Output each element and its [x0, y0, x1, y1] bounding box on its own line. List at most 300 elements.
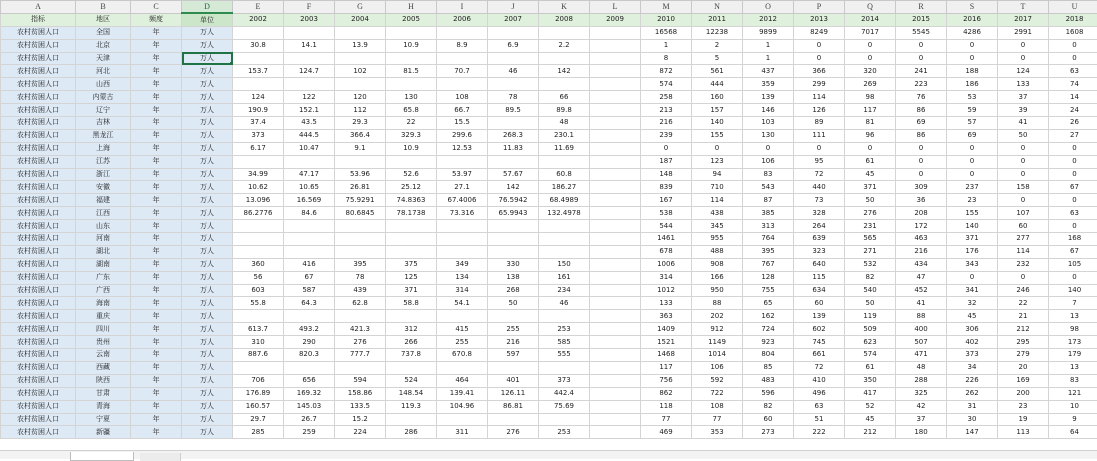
value-cell[interactable]: 21: [998, 310, 1049, 323]
header-cell[interactable]: 地区: [76, 13, 131, 26]
label-cell[interactable]: 北京: [76, 39, 131, 52]
value-cell[interactable]: 55.8: [233, 297, 284, 310]
value-cell[interactable]: [335, 245, 386, 258]
value-cell[interactable]: 176.89: [233, 387, 284, 400]
value-cell[interactable]: [437, 245, 488, 258]
column-header-q[interactable]: Q: [845, 1, 896, 14]
value-cell[interactable]: 290: [284, 336, 335, 349]
value-cell[interactable]: [590, 323, 641, 336]
label-cell[interactable]: 安徽: [76, 181, 131, 194]
column-header-e[interactable]: E: [233, 1, 284, 14]
value-cell[interactable]: [386, 310, 437, 323]
value-cell[interactable]: [488, 78, 539, 91]
value-cell[interactable]: 213: [641, 104, 692, 117]
value-cell[interactable]: 756: [641, 374, 692, 387]
value-cell[interactable]: 269: [845, 78, 896, 91]
column-header-a[interactable]: A: [1, 1, 76, 14]
value-cell[interactable]: 0: [1049, 52, 1097, 65]
value-cell[interactable]: 439: [335, 284, 386, 297]
value-cell[interactable]: 444: [692, 78, 743, 91]
value-cell[interactable]: 777.7: [335, 349, 386, 362]
value-cell[interactable]: [284, 310, 335, 323]
label-cell[interactable]: 农村贫困人口: [1, 78, 76, 91]
value-cell[interactable]: 222: [794, 426, 845, 439]
value-cell[interactable]: 0: [794, 39, 845, 52]
value-cell[interactable]: 955: [692, 233, 743, 246]
label-cell[interactable]: 年: [131, 104, 182, 117]
value-cell[interactable]: 434: [896, 258, 947, 271]
value-cell[interactable]: 67.4006: [437, 194, 488, 207]
value-cell[interactable]: 106: [743, 155, 794, 168]
value-cell[interactable]: [335, 233, 386, 246]
value-cell[interactable]: 544: [641, 220, 692, 233]
value-cell[interactable]: 540: [845, 284, 896, 297]
value-cell[interactable]: 19: [998, 413, 1049, 426]
value-cell[interactable]: 86.81: [488, 400, 539, 413]
label-cell[interactable]: 万人: [182, 142, 233, 155]
value-cell[interactable]: 268.3: [488, 129, 539, 142]
value-cell[interactable]: [335, 220, 386, 233]
value-cell[interactable]: 82: [845, 271, 896, 284]
value-cell[interactable]: 602: [794, 323, 845, 336]
value-cell[interactable]: 86: [896, 104, 947, 117]
value-cell[interactable]: 60: [743, 413, 794, 426]
value-cell[interactable]: 50: [998, 129, 1049, 142]
value-cell[interactable]: 157: [692, 104, 743, 117]
header-cell[interactable]: 2008: [539, 13, 590, 26]
value-cell[interactable]: 78.1738: [386, 207, 437, 220]
label-cell[interactable]: 年: [131, 387, 182, 400]
value-cell[interactable]: 311: [437, 426, 488, 439]
value-cell[interactable]: 52: [845, 400, 896, 413]
value-cell[interactable]: 36: [896, 194, 947, 207]
value-cell[interactable]: [284, 52, 335, 65]
value-cell[interactable]: 755: [743, 284, 794, 297]
label-cell[interactable]: 万人: [182, 233, 233, 246]
value-cell[interactable]: 117: [641, 361, 692, 374]
value-cell[interactable]: 69: [896, 117, 947, 130]
value-cell[interactable]: [590, 245, 641, 258]
value-cell[interactable]: [284, 361, 335, 374]
column-header-u[interactable]: U: [1049, 1, 1097, 14]
value-cell[interactable]: [590, 413, 641, 426]
value-cell[interactable]: 30.8: [233, 39, 284, 52]
value-cell[interactable]: [539, 233, 590, 246]
value-cell[interactable]: 64: [1049, 426, 1097, 439]
value-cell[interactable]: 29.3: [335, 117, 386, 130]
value-cell[interactable]: 70.7: [437, 65, 488, 78]
value-cell[interactable]: 81: [845, 117, 896, 130]
label-cell[interactable]: 湖南: [76, 258, 131, 271]
value-cell[interactable]: 385: [743, 207, 794, 220]
label-cell[interactable]: 农村贫困人口: [1, 374, 76, 387]
value-cell[interactable]: 65.9943: [488, 207, 539, 220]
label-cell[interactable]: 农村贫困人口: [1, 297, 76, 310]
value-cell[interactable]: 34: [947, 361, 998, 374]
value-cell[interactable]: 0: [641, 142, 692, 155]
value-cell[interactable]: 0: [947, 142, 998, 155]
value-cell[interactable]: 111: [794, 129, 845, 142]
value-cell[interactable]: 126.11: [488, 387, 539, 400]
label-cell[interactable]: 年: [131, 220, 182, 233]
value-cell[interactable]: 180: [896, 426, 947, 439]
value-cell[interactable]: [386, 220, 437, 233]
value-cell[interactable]: 0: [692, 142, 743, 155]
value-cell[interactable]: 119: [845, 310, 896, 323]
value-cell[interactable]: 574: [641, 78, 692, 91]
value-cell[interactable]: 190.9: [233, 104, 284, 117]
value-cell[interactable]: [437, 413, 488, 426]
value-cell[interactable]: 1014: [692, 349, 743, 362]
value-cell[interactable]: 145.03: [284, 400, 335, 413]
value-cell[interactable]: 124.7: [284, 65, 335, 78]
value-cell[interactable]: 360: [233, 258, 284, 271]
value-cell[interactable]: 212: [998, 323, 1049, 336]
value-cell[interactable]: [233, 155, 284, 168]
value-cell[interactable]: [233, 220, 284, 233]
value-cell[interactable]: 1409: [641, 323, 692, 336]
value-cell[interactable]: [284, 78, 335, 91]
value-cell[interactable]: 188: [947, 65, 998, 78]
value-cell[interactable]: 51: [794, 413, 845, 426]
value-cell[interactable]: [335, 155, 386, 168]
label-cell[interactable]: 万人: [182, 39, 233, 52]
label-cell[interactable]: 万人: [182, 284, 233, 297]
value-cell[interactable]: [233, 26, 284, 39]
value-cell[interactable]: 325: [896, 387, 947, 400]
label-cell[interactable]: 上海: [76, 142, 131, 155]
header-cell[interactable]: 单位: [182, 13, 233, 26]
value-cell[interactable]: 68.4989: [539, 194, 590, 207]
label-cell[interactable]: 年: [131, 155, 182, 168]
label-cell[interactable]: 农村贫困人口: [1, 181, 76, 194]
value-cell[interactable]: [590, 400, 641, 413]
value-cell[interactable]: 139: [794, 310, 845, 323]
label-cell[interactable]: 新疆: [76, 426, 131, 439]
value-cell[interactable]: 114: [794, 91, 845, 104]
label-cell[interactable]: 吉林: [76, 117, 131, 130]
value-cell[interactable]: 310: [233, 336, 284, 349]
value-cell[interactable]: 216: [641, 117, 692, 130]
value-cell[interactable]: 509: [845, 323, 896, 336]
value-cell[interactable]: 239: [641, 129, 692, 142]
value-cell[interactable]: 160: [692, 91, 743, 104]
header-cell[interactable]: 2010: [641, 13, 692, 26]
label-cell[interactable]: 万人: [182, 220, 233, 233]
value-cell[interactable]: 224: [335, 426, 386, 439]
value-cell[interactable]: 341: [947, 284, 998, 297]
value-cell[interactable]: 77: [641, 413, 692, 426]
value-cell[interactable]: 400: [896, 323, 947, 336]
value-cell[interactable]: 9.1: [335, 142, 386, 155]
value-cell[interactable]: 623: [845, 336, 896, 349]
value-cell[interactable]: 29.7: [233, 413, 284, 426]
value-cell[interactable]: 128: [743, 271, 794, 284]
label-cell[interactable]: 万人: [182, 65, 233, 78]
value-cell[interactable]: 401: [488, 374, 539, 387]
value-cell[interactable]: 161: [539, 271, 590, 284]
value-cell[interactable]: 27.1: [437, 181, 488, 194]
value-cell[interactable]: 142: [488, 181, 539, 194]
value-cell[interactable]: [386, 52, 437, 65]
value-cell[interactable]: 186: [947, 78, 998, 91]
value-cell[interactable]: 639: [794, 233, 845, 246]
value-cell[interactable]: [488, 220, 539, 233]
value-cell[interactable]: 155: [692, 129, 743, 142]
label-cell[interactable]: 宁夏: [76, 413, 131, 426]
label-cell[interactable]: 年: [131, 52, 182, 65]
label-cell[interactable]: 万人: [182, 129, 233, 142]
value-cell[interactable]: [233, 233, 284, 246]
value-cell[interactable]: [437, 78, 488, 91]
label-cell[interactable]: 年: [131, 233, 182, 246]
value-cell[interactable]: 37: [896, 413, 947, 426]
value-cell[interactable]: 634: [794, 284, 845, 297]
header-cell[interactable]: 2018: [1049, 13, 1097, 26]
value-cell[interactable]: 16568: [641, 26, 692, 39]
label-cell[interactable]: 万人: [182, 91, 233, 104]
header-cell[interactable]: 2015: [896, 13, 947, 26]
label-cell[interactable]: 农村贫困人口: [1, 142, 76, 155]
header-cell[interactable]: 2013: [794, 13, 845, 26]
value-cell[interactable]: 26.81: [335, 181, 386, 194]
value-cell[interactable]: 0: [947, 155, 998, 168]
value-cell[interactable]: 155: [947, 207, 998, 220]
value-cell[interactable]: 76.5942: [488, 194, 539, 207]
value-cell[interactable]: 538: [641, 207, 692, 220]
value-cell[interactable]: 596: [743, 387, 794, 400]
value-cell[interactable]: 0: [845, 142, 896, 155]
value-cell[interactable]: 108: [437, 91, 488, 104]
value-cell[interactable]: 61: [845, 155, 896, 168]
value-cell[interactable]: 30: [947, 413, 998, 426]
value-cell[interactable]: 0: [896, 142, 947, 155]
value-cell[interactable]: 37: [998, 91, 1049, 104]
value-cell[interactable]: 169.32: [284, 387, 335, 400]
label-cell[interactable]: 甘肃: [76, 387, 131, 400]
value-cell[interactable]: [233, 78, 284, 91]
value-cell[interactable]: [233, 310, 284, 323]
value-cell[interactable]: 314: [641, 271, 692, 284]
value-cell[interactable]: 950: [692, 284, 743, 297]
value-cell[interactable]: 56: [233, 271, 284, 284]
value-cell[interactable]: 276: [335, 336, 386, 349]
value-cell[interactable]: [488, 233, 539, 246]
value-cell[interactable]: 0: [743, 142, 794, 155]
value-cell[interactable]: 706: [233, 374, 284, 387]
value-cell[interactable]: [437, 52, 488, 65]
value-cell[interactable]: 10.47: [284, 142, 335, 155]
value-cell[interactable]: [539, 220, 590, 233]
value-cell[interactable]: 288: [896, 374, 947, 387]
label-cell[interactable]: 广西: [76, 284, 131, 297]
value-cell[interactable]: 69: [947, 129, 998, 142]
column-header-b[interactable]: B: [76, 1, 131, 14]
value-cell[interactable]: 312: [386, 323, 437, 336]
value-cell[interactable]: [488, 361, 539, 374]
column-header-d[interactable]: D: [182, 1, 233, 14]
value-cell[interactable]: 0: [1049, 168, 1097, 181]
value-cell[interactable]: 65: [743, 297, 794, 310]
value-cell[interactable]: [233, 245, 284, 258]
header-cell[interactable]: 2005: [386, 13, 437, 26]
value-cell[interactable]: 286: [386, 426, 437, 439]
value-cell[interactable]: [539, 155, 590, 168]
value-cell[interactable]: 25.12: [386, 181, 437, 194]
label-cell[interactable]: 农村贫困人口: [1, 104, 76, 117]
value-cell[interactable]: 872: [641, 65, 692, 78]
value-cell[interactable]: 176: [947, 245, 998, 258]
value-cell[interactable]: 255: [488, 323, 539, 336]
value-cell[interactable]: 1: [641, 39, 692, 52]
value-cell[interactable]: 373: [947, 349, 998, 362]
value-cell[interactable]: 158.86: [335, 387, 386, 400]
column-header-t[interactable]: T: [998, 1, 1049, 14]
label-cell[interactable]: 万人: [182, 181, 233, 194]
value-cell[interactable]: 200: [998, 387, 1049, 400]
value-cell[interactable]: [437, 155, 488, 168]
value-cell[interactable]: 148.54: [386, 387, 437, 400]
label-cell[interactable]: 农村贫困人口: [1, 52, 76, 65]
value-cell[interactable]: 130: [386, 91, 437, 104]
label-cell[interactable]: 农村贫困人口: [1, 310, 76, 323]
value-cell[interactable]: 67: [284, 271, 335, 284]
value-cell[interactable]: 112: [335, 104, 386, 117]
value-cell[interactable]: [539, 413, 590, 426]
label-cell[interactable]: 年: [131, 413, 182, 426]
value-cell[interactable]: 442.4: [539, 387, 590, 400]
label-cell[interactable]: 农村贫困人口: [1, 168, 76, 181]
value-cell[interactable]: 179: [1049, 349, 1097, 362]
value-cell[interactable]: 87: [743, 194, 794, 207]
value-cell[interactable]: [284, 155, 335, 168]
label-cell[interactable]: 山西: [76, 78, 131, 91]
value-cell[interactable]: 11.83: [488, 142, 539, 155]
value-cell[interactable]: 493.2: [284, 323, 335, 336]
value-cell[interactable]: 15.2: [335, 413, 386, 426]
value-cell[interactable]: 115: [794, 271, 845, 284]
value-cell[interactable]: 6.9: [488, 39, 539, 52]
value-cell[interactable]: [284, 26, 335, 39]
value-cell[interactable]: 64.3: [284, 297, 335, 310]
value-cell[interactable]: 118: [641, 400, 692, 413]
value-cell[interactable]: 76: [896, 91, 947, 104]
label-cell[interactable]: 年: [131, 78, 182, 91]
value-cell[interactable]: 8249: [794, 26, 845, 39]
value-cell[interactable]: 75.9291: [335, 194, 386, 207]
value-cell[interactable]: 114: [692, 194, 743, 207]
value-cell[interactable]: 86: [896, 129, 947, 142]
value-cell[interactable]: 1521: [641, 336, 692, 349]
label-cell[interactable]: 全国: [76, 26, 131, 39]
value-cell[interactable]: 77: [692, 413, 743, 426]
value-cell[interactable]: 98: [1049, 323, 1097, 336]
label-cell[interactable]: 万人: [182, 374, 233, 387]
value-cell[interactable]: 1012: [641, 284, 692, 297]
value-cell[interactable]: 295: [998, 336, 1049, 349]
value-cell[interactable]: 124: [233, 91, 284, 104]
value-cell[interactable]: 47: [896, 271, 947, 284]
header-cell[interactable]: 2007: [488, 13, 539, 26]
label-cell[interactable]: 农村贫困人口: [1, 245, 76, 258]
label-cell[interactable]: 农村贫困人口: [1, 117, 76, 130]
value-cell[interactable]: 241: [896, 65, 947, 78]
value-cell[interactable]: 276: [845, 207, 896, 220]
value-cell[interactable]: [284, 245, 335, 258]
value-cell[interactable]: 366.4: [335, 129, 386, 142]
value-cell[interactable]: 724: [743, 323, 794, 336]
label-cell[interactable]: 农村贫困人口: [1, 323, 76, 336]
value-cell[interactable]: 767: [743, 258, 794, 271]
value-cell[interactable]: 85: [743, 361, 794, 374]
value-cell[interactable]: 65.8: [386, 104, 437, 117]
value-cell[interactable]: 923: [743, 336, 794, 349]
value-cell[interactable]: 0: [998, 52, 1049, 65]
header-cell[interactable]: 2012: [743, 13, 794, 26]
value-cell[interactable]: 50: [488, 297, 539, 310]
value-cell[interactable]: 140: [692, 117, 743, 130]
value-cell[interactable]: [590, 91, 641, 104]
column-header-p[interactable]: P: [794, 1, 845, 14]
value-cell[interactable]: 67: [1049, 245, 1097, 258]
value-cell[interactable]: 13: [1049, 361, 1097, 374]
label-cell[interactable]: 年: [131, 271, 182, 284]
value-cell[interactable]: 83: [743, 168, 794, 181]
value-cell[interactable]: 153.7: [233, 65, 284, 78]
value-cell[interactable]: 0: [947, 52, 998, 65]
value-cell[interactable]: 488: [692, 245, 743, 258]
value-cell[interactable]: [539, 245, 590, 258]
value-cell[interactable]: 43.5: [284, 117, 335, 130]
value-cell[interactable]: 10.9: [386, 142, 437, 155]
value-cell[interactable]: [386, 245, 437, 258]
value-cell[interactable]: 1608: [1049, 26, 1097, 39]
value-cell[interactable]: 273: [743, 426, 794, 439]
value-cell[interactable]: 285: [233, 426, 284, 439]
sheet-tab[interactable]: [140, 453, 181, 461]
label-cell[interactable]: 年: [131, 310, 182, 323]
value-cell[interactable]: 9899: [743, 26, 794, 39]
value-cell[interactable]: 53: [947, 91, 998, 104]
value-cell[interactable]: 114: [998, 245, 1049, 258]
label-cell[interactable]: 年: [131, 181, 182, 194]
value-cell[interactable]: 12.53: [437, 142, 488, 155]
value-cell[interactable]: 86.2776: [233, 207, 284, 220]
value-cell[interactable]: [590, 194, 641, 207]
value-cell[interactable]: 0: [998, 271, 1049, 284]
value-cell[interactable]: 417: [845, 387, 896, 400]
value-cell[interactable]: 78: [335, 271, 386, 284]
value-cell[interactable]: 54.1: [437, 297, 488, 310]
value-cell[interactable]: 0: [998, 39, 1049, 52]
value-cell[interactable]: 7017: [845, 26, 896, 39]
value-cell[interactable]: [335, 26, 386, 39]
value-cell[interactable]: 52.6: [386, 168, 437, 181]
value-cell[interactable]: 640: [794, 258, 845, 271]
value-cell[interactable]: 107: [998, 207, 1049, 220]
value-cell[interactable]: 253: [539, 323, 590, 336]
value-cell[interactable]: 395: [743, 245, 794, 258]
value-cell[interactable]: 74.8363: [386, 194, 437, 207]
value-cell[interactable]: 320: [845, 65, 896, 78]
value-cell[interactable]: 804: [743, 349, 794, 362]
value-cell[interactable]: 496: [794, 387, 845, 400]
value-cell[interactable]: [590, 426, 641, 439]
value-cell[interactable]: 277: [998, 233, 1049, 246]
value-cell[interactable]: [590, 220, 641, 233]
value-cell[interactable]: 134: [437, 271, 488, 284]
value-cell[interactable]: 60: [794, 297, 845, 310]
